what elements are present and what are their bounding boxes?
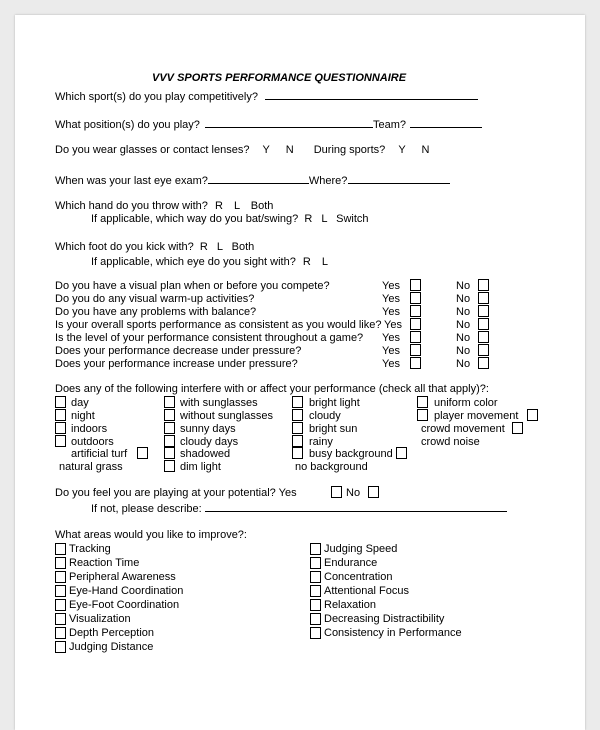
questionnaire-page	[15, 15, 585, 730]
no-checkbox[interactable]	[478, 279, 489, 291]
glasses-no-option[interactable]: N	[285, 144, 294, 156]
question-eye-exam: When was your last eye exam? Where?	[55, 173, 450, 188]
interfere-checkbox[interactable]	[55, 396, 66, 408]
bat-left-option[interactable]: L	[321, 213, 328, 225]
interfere-checkbox[interactable]	[292, 409, 303, 421]
interfere-option: rainy	[309, 436, 333, 448]
interfere-option: sunny days	[180, 423, 236, 435]
interfere-checkbox[interactable]	[164, 460, 175, 472]
no-label: No	[456, 319, 471, 331]
interfere-option: cloudy days	[180, 436, 239, 448]
no-checkbox[interactable]	[478, 331, 489, 343]
yes-checkbox[interactable]	[410, 331, 421, 343]
kick-left-option[interactable]: L	[216, 241, 223, 253]
interfere-checkbox[interactable]	[55, 422, 66, 434]
improve-checkbox[interactable]	[55, 641, 66, 653]
improve-checkbox[interactable]	[55, 543, 66, 555]
team-answer-field[interactable]	[410, 117, 482, 128]
eye-exam-date-field[interactable]	[208, 173, 309, 184]
potential-no-label: No	[346, 487, 361, 499]
yes-checkbox[interactable]	[410, 292, 421, 304]
yes-checkbox[interactable]	[410, 357, 421, 369]
improve-option: Judging Speed	[324, 543, 398, 555]
throw-both-option[interactable]: Both	[250, 200, 274, 212]
improve-option: Peripheral Awareness	[69, 571, 176, 583]
interfere-option: bright sun	[309, 423, 358, 435]
yn-question: Is your overall sports performance as consistent as you would like?	[55, 319, 382, 331]
potential-no-checkbox[interactable]	[368, 486, 379, 498]
kick-right-option[interactable]: R	[199, 241, 208, 253]
yes-label: Yes	[382, 345, 400, 357]
yn-question: Does your performance increase under pressure?	[55, 358, 298, 370]
bat-right-option[interactable]: R	[304, 213, 313, 225]
sight-left-option[interactable]: L	[321, 256, 329, 268]
interfere-checkbox[interactable]	[55, 409, 66, 421]
interfere-option: uniform color	[434, 397, 498, 409]
interfere-checkbox[interactable]	[417, 396, 428, 408]
interfere-option: bright light	[309, 397, 360, 409]
improve-option: Attentional Focus	[324, 585, 409, 597]
interfere-checkbox[interactable]	[164, 447, 175, 459]
interfere-checkbox[interactable]	[292, 396, 303, 408]
improve-checkbox[interactable]	[55, 571, 66, 583]
question-kick: Which foot do you kick with? R L Both	[55, 241, 255, 253]
potential-yes-label: Yes	[278, 487, 297, 499]
improve-option: Judging Distance	[69, 641, 154, 653]
sports-answer-field[interactable]	[265, 89, 478, 100]
potential-yes-checkbox[interactable]	[331, 486, 342, 498]
yes-label: Yes	[382, 358, 400, 370]
interfere-checkbox[interactable]	[512, 422, 523, 434]
yes-label: Yes	[384, 319, 402, 331]
improve-option: Relaxation	[324, 599, 376, 611]
interfere-option: crowd movement	[421, 423, 505, 435]
interfere-checkbox[interactable]	[292, 422, 303, 434]
interfere-option: player movement	[434, 410, 519, 422]
interfere-checkbox[interactable]	[417, 409, 428, 421]
question-sports: Which sport(s) do you play competitively?	[55, 89, 478, 104]
question-sight: If applicable, which eye do you sight with? R L	[91, 256, 329, 268]
during-sports-no-option[interactable]: N	[421, 144, 430, 156]
interfere-option: busy background	[309, 448, 393, 460]
improve-option: Eye-Foot Coordination	[69, 599, 180, 611]
glasses-yes-option[interactable]: Y	[262, 144, 270, 156]
describe-answer-field[interactable]	[205, 501, 507, 512]
improve-checkbox[interactable]	[310, 543, 321, 555]
improve-checkbox[interactable]	[310, 557, 321, 569]
yes-label: Yes	[382, 306, 400, 318]
improve-checkbox[interactable]	[310, 585, 321, 597]
yes-checkbox[interactable]	[410, 344, 421, 356]
interfere-checkbox[interactable]	[164, 396, 175, 408]
interfere-option: crowd noise	[421, 436, 480, 448]
interfere-checkbox[interactable]	[164, 435, 175, 447]
throw-right-option[interactable]: R	[214, 200, 223, 212]
no-checkbox[interactable]	[478, 357, 489, 369]
yn-question: Do you have a visual plan when or before you compete?	[55, 280, 330, 292]
yn-question: Is the level of your performance consistent throughout a game?	[55, 332, 364, 344]
no-label: No	[456, 345, 471, 357]
position-answer-field[interactable]	[205, 117, 373, 128]
improve-checkbox[interactable]	[310, 599, 321, 611]
interfere-option: artificial turf	[71, 448, 128, 460]
throw-left-option[interactable]: L	[233, 200, 240, 212]
yes-checkbox[interactable]	[410, 305, 421, 317]
interfere-option: day	[71, 397, 89, 409]
yes-label: Yes	[382, 280, 400, 292]
yn-question: Do you have any problems with balance?	[55, 306, 257, 318]
interfere-option: without sunglasses	[180, 410, 273, 422]
no-label: No	[456, 358, 471, 370]
interfere-option: with sunglasses	[180, 397, 258, 409]
yes-checkbox[interactable]	[410, 318, 421, 330]
interfere-option: dim light	[180, 461, 221, 473]
yn-question: Does your performance decrease under pressure?	[55, 345, 302, 357]
improve-checkbox[interactable]	[55, 557, 66, 569]
interfere-checkbox[interactable]	[55, 435, 66, 447]
interfere-checkbox[interactable]	[164, 422, 175, 434]
interfere-checkbox[interactable]	[292, 435, 303, 447]
improve-option: Visualization	[69, 613, 131, 625]
interfere-question: Does any of the following interfere with or affect your performance (check all that apply)?:	[55, 383, 489, 395]
improve-option: Concentration	[324, 571, 393, 583]
interfere-option: shadowed	[180, 448, 231, 460]
improve-option: Eye-Hand Coordination	[69, 585, 184, 597]
interfere-checkbox[interactable]	[527, 409, 538, 421]
yes-label: Yes	[382, 293, 400, 305]
improve-checkbox[interactable]	[310, 613, 321, 625]
sight-right-option[interactable]: R	[302, 256, 311, 268]
no-checkbox[interactable]	[478, 305, 489, 317]
eye-exam-location-field[interactable]	[348, 173, 450, 184]
yes-checkbox[interactable]	[410, 279, 421, 291]
improve-option: Reaction Time	[69, 557, 140, 569]
improve-checkbox[interactable]	[55, 599, 66, 611]
improve-checkbox[interactable]	[55, 627, 66, 639]
improve-checkbox[interactable]	[310, 571, 321, 583]
interfere-option: cloudy	[309, 410, 341, 422]
question-throw: Which hand do you throw with? R L Both	[55, 200, 274, 212]
interfere-option: night	[71, 410, 95, 422]
interfere-checkbox[interactable]	[164, 409, 175, 421]
improve-checkbox[interactable]	[55, 613, 66, 625]
improve-option: Consistency in Performance	[324, 627, 462, 639]
bat-switch-option[interactable]: Switch	[336, 213, 369, 225]
question-describe: If not, please describe:	[91, 501, 507, 516]
no-label: No	[456, 332, 471, 344]
question-glasses: Do you wear glasses or contact lenses? Y N During sports? Y N	[55, 144, 430, 156]
improve-checkbox[interactable]	[310, 627, 321, 639]
no-label: No	[456, 293, 471, 305]
yn-question: Do you do any visual warm-up activities?	[55, 293, 255, 305]
no-checkbox[interactable]	[478, 292, 489, 304]
improve-question: What areas would you like to improve?:	[55, 529, 247, 541]
no-checkbox[interactable]	[478, 318, 489, 330]
improve-option: Endurance	[324, 557, 378, 569]
question-position: What position(s) do you play? Team?	[55, 117, 482, 132]
improve-option: Decreasing Distractibility	[324, 613, 445, 625]
no-label: No	[456, 306, 471, 318]
question-bat: If applicable, which way do you bat/swing? R L Switch	[91, 213, 369, 225]
interfere-checkbox[interactable]	[292, 447, 303, 459]
during-sports-yes-option[interactable]: Y	[398, 144, 406, 156]
improve-option: Tracking	[69, 543, 111, 555]
kick-both-option[interactable]: Both	[231, 241, 255, 253]
interfere-checkbox[interactable]	[396, 447, 407, 459]
no-checkbox[interactable]	[478, 344, 489, 356]
interfere-option: indoors	[71, 423, 108, 435]
yes-label: Yes	[382, 332, 400, 344]
interfere-option: natural grass	[59, 461, 123, 473]
question-potential: Do you feel you are playing at your potential? Yes	[55, 487, 297, 499]
interfere-option: outdoors	[71, 436, 114, 448]
no-label: No	[456, 280, 471, 292]
improve-option: Depth Perception	[69, 627, 154, 639]
improve-checkbox[interactable]	[55, 585, 66, 597]
page-title: VVV SPORTS PERFORMANCE QUESTIONNAIRE	[152, 72, 407, 84]
interfere-checkbox[interactable]	[137, 447, 148, 459]
interfere-option: no background	[295, 461, 368, 473]
